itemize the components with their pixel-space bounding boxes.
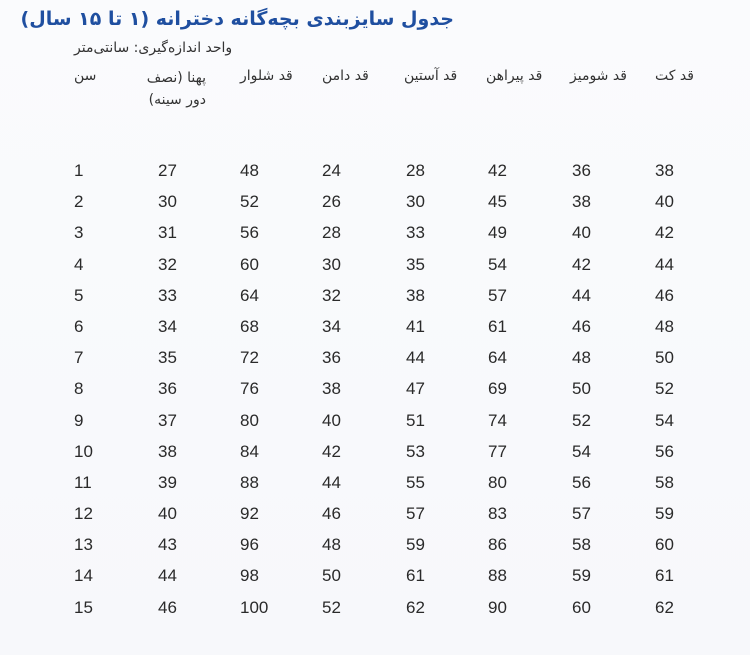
table-row bbox=[0, 316, 750, 347]
header-skirt: قد دامن bbox=[322, 68, 369, 84]
cell-age: 10 bbox=[74, 441, 93, 461]
cell-width: 37 bbox=[158, 410, 177, 430]
cell-width: 40 bbox=[158, 504, 177, 524]
cell-dress: 80 bbox=[488, 472, 507, 492]
table-row bbox=[0, 410, 750, 441]
cell-dress: 69 bbox=[488, 379, 507, 399]
cell-skirt: 50 bbox=[322, 566, 341, 586]
cell-blouse: 50 bbox=[572, 379, 591, 399]
table-row bbox=[0, 565, 750, 596]
cell-blouse: 60 bbox=[572, 597, 591, 617]
unit-note: واحد اندازه‌گیری: سانتی‌متر bbox=[74, 40, 233, 56]
cell-skirt: 42 bbox=[322, 441, 341, 461]
cell-sleeve: 28 bbox=[406, 161, 425, 180]
cell-skirt: 40 bbox=[322, 410, 341, 430]
cell-width: 30 bbox=[158, 192, 177, 212]
cell-age: 13 bbox=[74, 535, 93, 555]
cell-width: 43 bbox=[158, 535, 177, 555]
cell-age: 5 bbox=[74, 285, 84, 305]
cell-pants: 98 bbox=[240, 566, 259, 586]
cell-blouse: 36 bbox=[572, 161, 591, 180]
cell-dress: 83 bbox=[488, 504, 507, 524]
cell-skirt: 30 bbox=[322, 254, 341, 274]
cell-skirt: 24 bbox=[322, 161, 341, 180]
cell-sleeve: 62 bbox=[406, 597, 425, 617]
cell-skirt: 46 bbox=[322, 504, 341, 524]
cell-width: 33 bbox=[158, 285, 177, 305]
cell-blouse: 42 bbox=[572, 254, 591, 274]
cell-blouse: 52 bbox=[572, 410, 591, 430]
table-row bbox=[0, 222, 750, 253]
cell-pants: 76 bbox=[240, 379, 259, 399]
table-row bbox=[0, 441, 750, 472]
cell-sleeve: 35 bbox=[406, 254, 425, 274]
cell-pants: 100 bbox=[240, 597, 269, 617]
cell-sleeve: 47 bbox=[406, 379, 425, 399]
cell-coat: 54 bbox=[655, 410, 674, 430]
table-row bbox=[0, 472, 750, 503]
cell-coat: 62 bbox=[655, 597, 674, 617]
table-row bbox=[0, 191, 750, 222]
cell-blouse: 57 bbox=[572, 504, 591, 524]
cell-sleeve: 53 bbox=[406, 441, 425, 461]
cell-skirt: 38 bbox=[322, 379, 341, 399]
cell-width: 46 bbox=[158, 597, 177, 617]
cell-coat: 40 bbox=[655, 192, 674, 212]
cell-dress: 74 bbox=[488, 410, 507, 430]
cell-coat: 48 bbox=[655, 316, 674, 336]
table-row bbox=[0, 347, 750, 378]
cell-age: 7 bbox=[74, 348, 84, 368]
cell-blouse: 48 bbox=[572, 348, 591, 368]
cell-width: 36 bbox=[158, 379, 177, 399]
cell-coat: 60 bbox=[655, 535, 674, 555]
cell-width: 44 bbox=[158, 566, 177, 586]
cell-dress: 61 bbox=[488, 316, 507, 336]
cell-blouse: 44 bbox=[572, 285, 591, 305]
cell-blouse: 54 bbox=[572, 441, 591, 461]
header-pants: قد شلوار bbox=[240, 68, 293, 84]
cell-dress: 86 bbox=[488, 535, 507, 555]
cell-age: 3 bbox=[74, 223, 84, 243]
cell-width: 34 bbox=[158, 316, 177, 336]
cell-age: 8 bbox=[74, 379, 84, 399]
cell-coat: 38 bbox=[655, 161, 674, 180]
cell-blouse: 58 bbox=[572, 535, 591, 555]
table-row bbox=[0, 503, 750, 534]
cell-dress: 49 bbox=[488, 223, 507, 243]
table-row bbox=[0, 597, 750, 628]
cell-age: 11 bbox=[74, 472, 92, 492]
header-sleeve: قد آستین bbox=[404, 68, 458, 84]
cell-width: 35 bbox=[158, 348, 177, 368]
cell-coat: 42 bbox=[655, 223, 674, 243]
cell-sleeve: 59 bbox=[406, 535, 425, 555]
cell-age: 12 bbox=[74, 504, 93, 524]
cell-coat: 59 bbox=[655, 504, 674, 524]
cell-pants: 48 bbox=[240, 161, 259, 180]
cell-dress: 45 bbox=[488, 192, 507, 212]
cell-dress: 90 bbox=[488, 597, 507, 617]
cell-pants: 64 bbox=[240, 285, 259, 305]
cell-pants: 88 bbox=[240, 472, 259, 492]
cell-coat: 56 bbox=[655, 441, 674, 461]
cell-skirt: 32 bbox=[322, 285, 341, 305]
cell-pants: 92 bbox=[240, 504, 259, 524]
cell-width: 38 bbox=[158, 441, 177, 461]
cell-dress: 64 bbox=[488, 348, 507, 368]
cell-sleeve: 61 bbox=[406, 566, 425, 586]
header-width: پهنا (نصف دور سینه) bbox=[146, 70, 206, 108]
cell-skirt: 34 bbox=[322, 316, 341, 336]
cell-pants: 56 bbox=[240, 223, 259, 243]
page-title: جدول سایزبندی بچه‌گانه دخترانه (۱ تا ۱۵ سال) bbox=[20, 8, 454, 30]
cell-sleeve: 44 bbox=[406, 348, 425, 368]
cell-skirt: 48 bbox=[322, 535, 341, 555]
cell-width: 31 bbox=[158, 223, 177, 243]
cell-skirt: 26 bbox=[322, 192, 341, 212]
cell-coat: 61 bbox=[655, 566, 674, 586]
cell-skirt: 28 bbox=[322, 223, 341, 243]
cell-pants: 52 bbox=[240, 192, 259, 212]
cell-skirt: 36 bbox=[322, 348, 341, 368]
cell-blouse: 40 bbox=[572, 223, 591, 243]
cell-dress: 42 bbox=[488, 161, 507, 180]
cell-blouse: 46 bbox=[572, 316, 591, 336]
cell-skirt: 52 bbox=[322, 597, 341, 617]
cell-width: 32 bbox=[158, 254, 177, 274]
table-row bbox=[0, 534, 750, 565]
cell-age: 6 bbox=[74, 316, 84, 336]
cell-age: 15 bbox=[74, 597, 93, 617]
table-row bbox=[0, 378, 750, 409]
table-row bbox=[0, 285, 750, 316]
cell-blouse: 38 bbox=[572, 192, 591, 212]
cell-dress: 88 bbox=[488, 566, 507, 586]
size-table-body bbox=[0, 160, 750, 628]
cell-width: 27 bbox=[158, 161, 177, 180]
cell-age: 9 bbox=[74, 410, 84, 430]
header-coat: قد کت bbox=[655, 68, 694, 84]
cell-age: 2 bbox=[74, 192, 84, 212]
header-age: سن bbox=[74, 68, 97, 84]
cell-age: 4 bbox=[74, 254, 84, 274]
cell-width: 39 bbox=[158, 472, 177, 492]
header-dress: قد پیراهن bbox=[486, 68, 543, 84]
cell-sleeve: 41 bbox=[406, 316, 425, 336]
cell-dress: 54 bbox=[488, 254, 507, 274]
cell-dress: 57 bbox=[488, 285, 507, 305]
cell-skirt: 44 bbox=[322, 472, 341, 492]
cell-age: 1 bbox=[74, 161, 84, 180]
cell-coat: 44 bbox=[655, 254, 674, 274]
table-row bbox=[0, 160, 750, 191]
cell-dress: 77 bbox=[488, 441, 507, 461]
header-blouse: قد شومیز bbox=[570, 68, 627, 84]
cell-pants: 80 bbox=[240, 410, 259, 430]
table-row bbox=[0, 254, 750, 285]
cell-sleeve: 57 bbox=[406, 504, 425, 524]
cell-pants: 84 bbox=[240, 441, 259, 461]
cell-blouse: 59 bbox=[572, 566, 591, 586]
cell-pants: 72 bbox=[240, 348, 259, 368]
cell-sleeve: 38 bbox=[406, 285, 425, 305]
cell-coat: 50 bbox=[655, 348, 674, 368]
cell-age: 14 bbox=[74, 566, 93, 586]
cell-blouse: 56 bbox=[572, 472, 591, 492]
cell-pants: 68 bbox=[240, 316, 259, 336]
cell-sleeve: 33 bbox=[406, 223, 425, 243]
cell-sleeve: 30 bbox=[406, 192, 425, 212]
cell-sleeve: 51 bbox=[406, 410, 425, 430]
cell-coat: 52 bbox=[655, 379, 674, 399]
cell-coat: 46 bbox=[655, 285, 674, 305]
cell-sleeve: 55 bbox=[406, 472, 425, 492]
cell-pants: 96 bbox=[240, 535, 259, 555]
cell-coat: 58 bbox=[655, 472, 674, 492]
cell-pants: 60 bbox=[240, 254, 259, 274]
